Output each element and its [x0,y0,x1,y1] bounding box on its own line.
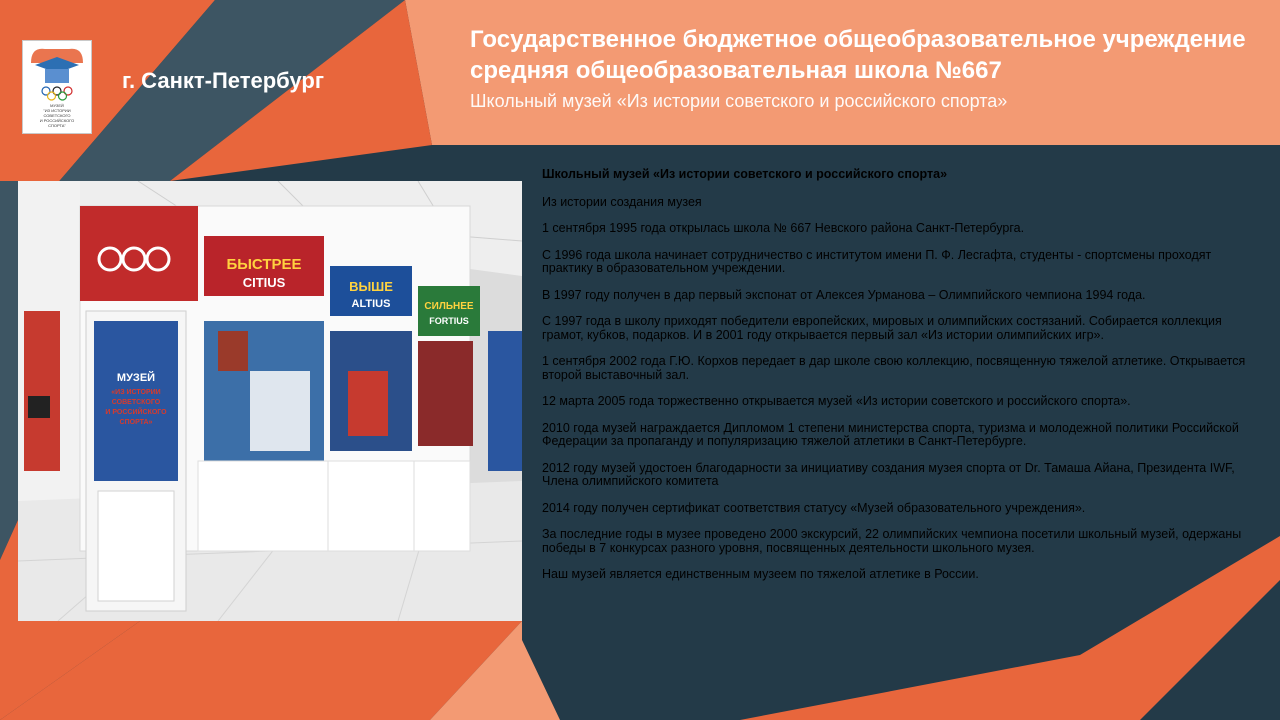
museum-photo [18,181,522,621]
door-poster-line-2: «ИЗ ИСТОРИИ [111,389,161,396]
banner-2-text: ВЫШЕ [349,279,393,294]
city-label: г. Санкт-Петербург [122,68,325,93]
door-poster-line-1: МУЗЕЙ [116,372,156,384]
article-paragraph: За последние годы в музее проведено 2000 экскурсий, 22 олимпийских чемпиона посетили школьный музей, одержаны победы в 7 конкурсах разного уровня, посвященных деятельности школьного музея. [542,527,1242,555]
article-paragraph: 2010 года музей награждается Дипломом 1 степени министерства спорта, туризма и молодежной политики Российской Федерации за пропаганду и популяризацию тяжелой атлетики в Санкт-Петербурге. [542,420,1239,448]
logo-line-1: МУЗЕЙ [50,103,64,108]
title-line-2: средняя общеобразовательная школа №667 [470,57,1002,84]
banner-1b-text: CITIUS [242,275,286,290]
article-paragraph: 1 сентября 2002 года Г.Ю. Корхов передает в дар школе свою коллекцию, посвященную тяжелой атлетике. Открывается второй выставочный зал. [542,354,1246,382]
article-paragraph: С 1997 года в школу приходят победители европейских, мировых и олимпийских состязаний. Собирается коллекция грамот, кубков, подарков. И в 2001 году открывается первый зал «Из истории олимпийских игр». [542,314,1222,342]
banner-3b-text: FORTIUS [429,316,469,326]
door-poster-line-4: И РОССИЙСКОГО [105,409,167,416]
article-paragraph: Наш музей является единственным музеем по тяжелой атлетике в России. [542,567,979,581]
article-title: Школьный музей «Из истории советского и российского спорта» [542,167,948,181]
article [542,168,1260,595]
article-paragraph: 12 марта 2005 года торжественно открывается музей «Из истории советского и российского спорта». [542,394,1131,408]
door-poster-line-3: СОВЕТСКОГО [111,399,161,406]
banner-1-text: БЫСТРЕЕ [226,256,302,273]
logo-line-3: СОВЕТСКОГО [43,113,71,118]
logo-line-5: СПОРТА" [48,123,66,128]
subtitle: Школьный музей «Из истории советского и российского спорта» [470,91,1008,111]
logo-line-4: И РОССИЙСКОГО [39,118,75,123]
article-paragraph: 1 сентября 1995 года открылась школа № 667 Невского района Санкт-Петербурга. [542,221,1025,235]
banner-3-text: СИЛЬНЕЕ [424,301,474,312]
logo-line-2: "ИЗ ИСТОРИИ [43,108,71,113]
article-paragraph: 2014 году получен сертификат соответствия статусу «Музей образовательного учреждения». [542,500,1086,515]
school-logo [22,40,92,134]
banner-2b-text: ALTIUS [351,298,391,310]
header [470,24,1270,114]
article-paragraph: 2012 году музей удостоен благодарности за инициативу создания музея спорта от Dr. Тамаша Айана, Президента IWF, Члена олимпийского комитета [542,460,1235,488]
article-paragraph: Из истории создания музея [542,194,702,209]
article-paragraph: С 1996 года школа начинает сотрудничество с институтом имени П. Ф. Лесгафта, студенты - спортсмены проходят практику в образовательном учреждении. [542,247,1212,275]
article-paragraph: В 1997 году получен в дар первый экспонат от Алексея Урманова – Олимпийского чемпиона 1994 года. [542,287,1146,302]
door-poster-line-5: СПОРТА» [119,419,153,426]
title-line-1: Государственное бюджетное общеобразовательное учреждение [470,26,1246,53]
